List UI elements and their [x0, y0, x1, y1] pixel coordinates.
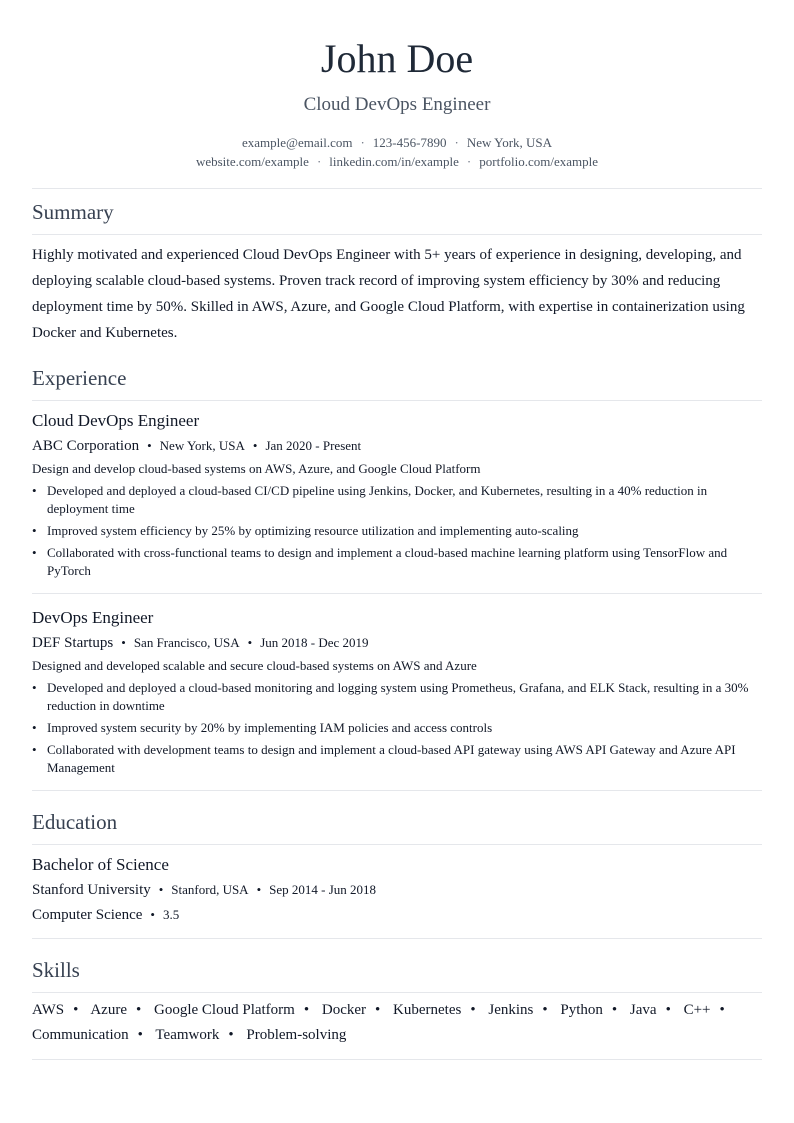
bullet-marker: •	[32, 720, 37, 735]
contact-line-links	[0, 153, 794, 171]
education-dates: Sep 2014 - Jun 2018	[269, 882, 377, 897]
divider	[32, 188, 762, 189]
skill-item	[630, 1002, 680, 1018]
email-link[interactable]: example@email.com	[241, 135, 353, 150]
job-title: Cloud DevOps Engineer	[32, 411, 200, 430]
list-item	[32, 679, 762, 715]
meta-separator: •	[256, 882, 262, 897]
skill-item	[154, 1002, 318, 1018]
summary-heading: Summary	[32, 200, 114, 224]
job-dates: Jun 2018 - Dec 2019	[260, 635, 369, 650]
bullet-text: Collaborated with cross-functional teams to design and implement a cloud-based machine learning platform using TensorFlow and PyTorch	[47, 545, 728, 578]
portfolio-link[interactable]: portfolio.com/example	[479, 154, 599, 169]
location: New York, USA	[466, 135, 553, 150]
candidate-title: Cloud DevOps Engineer	[303, 94, 491, 115]
skill-label: Teamwork	[155, 1027, 220, 1043]
list-item	[32, 544, 762, 580]
job-location: New York, USA	[159, 438, 245, 453]
bullet-text: Developed and deployed a cloud-based monitoring and logging system using Prometheus, Grafana, and ELK Stack, resulting in a 30% reduction in downtime	[47, 680, 749, 713]
skill-label: Problem-solving	[246, 1027, 347, 1043]
bullet-text: Collaborated with development teams to design and implement a cloud-based API gateway using AWS API Gateway and Azure API Management	[47, 742, 736, 775]
contact-separator: ·	[360, 135, 365, 150]
job-location: San Francisco, USA	[133, 635, 240, 650]
company-name: DEF Startups	[32, 635, 114, 651]
job-meta	[32, 436, 361, 456]
skills-list	[32, 998, 762, 1048]
skill-separator: •	[137, 1027, 143, 1043]
meta-separator: •	[247, 635, 253, 650]
list-item	[32, 741, 762, 777]
contact-separator: ·	[316, 154, 322, 169]
skill-separator: •	[719, 1002, 725, 1018]
summary-text: Highly motivated and experienced Cloud DevOps Engineer with 5+ years of experience in designing, developing, and deploying scalable cloud-based systems. Proven track record of improving system efficiency by 30% and reducing deployment time by 50%. Skilled in AWS, Azure, and Google Cloud Platform, with expertise in containerization using Docker and Kubernetes.	[32, 247, 745, 341]
job-title: DevOps Engineer	[32, 608, 154, 627]
skill-separator: •	[375, 1002, 381, 1018]
skill-separator: •	[611, 1002, 618, 1018]
skill-separator: •	[303, 1002, 310, 1018]
skill-item	[90, 1002, 150, 1018]
skill-item	[155, 1027, 242, 1043]
meta-separator: •	[158, 882, 164, 897]
skill-item	[32, 1027, 152, 1043]
education-heading: Education	[32, 810, 118, 834]
meta-separator: •	[252, 438, 258, 453]
skill-label: Kubernetes	[393, 1002, 462, 1018]
skill-separator: •	[228, 1027, 234, 1043]
skill-item	[246, 1027, 346, 1043]
skill-label: C++	[683, 1002, 711, 1018]
list-item	[32, 482, 762, 518]
divider	[32, 1059, 762, 1060]
divider	[32, 992, 762, 993]
bullet-text: Improved system efficiency by 25% by optimizing resource utilization and implementing auto-scaling	[47, 523, 579, 538]
job-description: Design and develop cloud-based systems on AWS, Azure, and Google Cloud Platform	[32, 461, 481, 476]
divider	[32, 844, 762, 845]
education-meta	[32, 880, 376, 900]
contact-line-primary	[0, 134, 794, 152]
divider	[32, 593, 762, 594]
list-item	[32, 522, 762, 540]
divider	[32, 938, 762, 939]
gpa: 3.5	[162, 907, 180, 922]
divider	[32, 790, 762, 791]
company-name: ABC Corporation	[32, 438, 140, 454]
skill-separator: •	[136, 1002, 142, 1018]
meta-separator: •	[121, 635, 126, 650]
job-dates: Jan 2020 - Present	[265, 438, 362, 453]
bullet-marker: •	[32, 483, 37, 498]
bullet-text: Improved system security by 20% by implementing IAM policies and access controls	[47, 720, 493, 735]
meta-separator: •	[150, 907, 155, 922]
skill-item	[488, 1002, 556, 1018]
skill-item	[684, 1002, 734, 1018]
bullet-marker: •	[32, 680, 37, 695]
experience-heading: Experience	[32, 366, 127, 390]
skill-label: Communication	[32, 1027, 129, 1043]
bullet-marker: •	[32, 545, 37, 560]
skill-label: Java	[629, 1002, 657, 1018]
bullet-text: Developed and deployed a cloud-based CI/CD pipeline using Jenkins, Docker, and Kubernetes, resulting in a 40% reduction in deployment time	[47, 483, 708, 516]
phone-number: 123-456-7890	[372, 135, 447, 150]
list-item	[32, 719, 762, 737]
skill-label: Python	[560, 1002, 603, 1018]
skill-separator: •	[542, 1002, 548, 1018]
linkedin-link[interactable]: linkedin.com/in/example	[329, 154, 459, 169]
skill-item	[393, 1002, 485, 1018]
skill-label: Jenkins	[488, 1002, 534, 1018]
job-description: Designed and developed scalable and secure cloud-based systems on AWS and Azure	[32, 658, 477, 673]
contact-separator: ·	[454, 135, 459, 150]
website-link[interactable]: website.com/example	[195, 154, 309, 169]
skill-separator: •	[665, 1002, 671, 1018]
divider	[32, 234, 762, 235]
contact-separator: ·	[466, 154, 472, 169]
skill-item	[322, 1002, 389, 1018]
skill-separator: •	[470, 1002, 476, 1018]
skill-label: Azure	[90, 1002, 127, 1018]
skill-label: Docker	[321, 1002, 367, 1018]
bullet-marker: •	[32, 523, 37, 538]
skills-heading: Skills	[32, 958, 80, 982]
skill-label: AWS	[32, 1002, 65, 1018]
candidate-name: John Doe	[320, 36, 474, 81]
field-of-study: Computer Science	[32, 907, 143, 923]
bullet-marker: •	[32, 742, 37, 757]
skill-label: Google Cloud Platform	[154, 1002, 295, 1018]
education-field-meta	[32, 905, 179, 925]
school-location: Stanford, USA	[171, 882, 249, 897]
meta-separator: •	[147, 438, 152, 453]
skill-item	[560, 1002, 626, 1018]
school-name: Stanford University	[32, 882, 151, 898]
skill-item	[32, 1002, 87, 1018]
skill-separator: •	[73, 1002, 79, 1018]
job-meta	[32, 633, 369, 653]
divider	[32, 400, 762, 401]
degree: Bachelor of Science	[32, 855, 169, 874]
